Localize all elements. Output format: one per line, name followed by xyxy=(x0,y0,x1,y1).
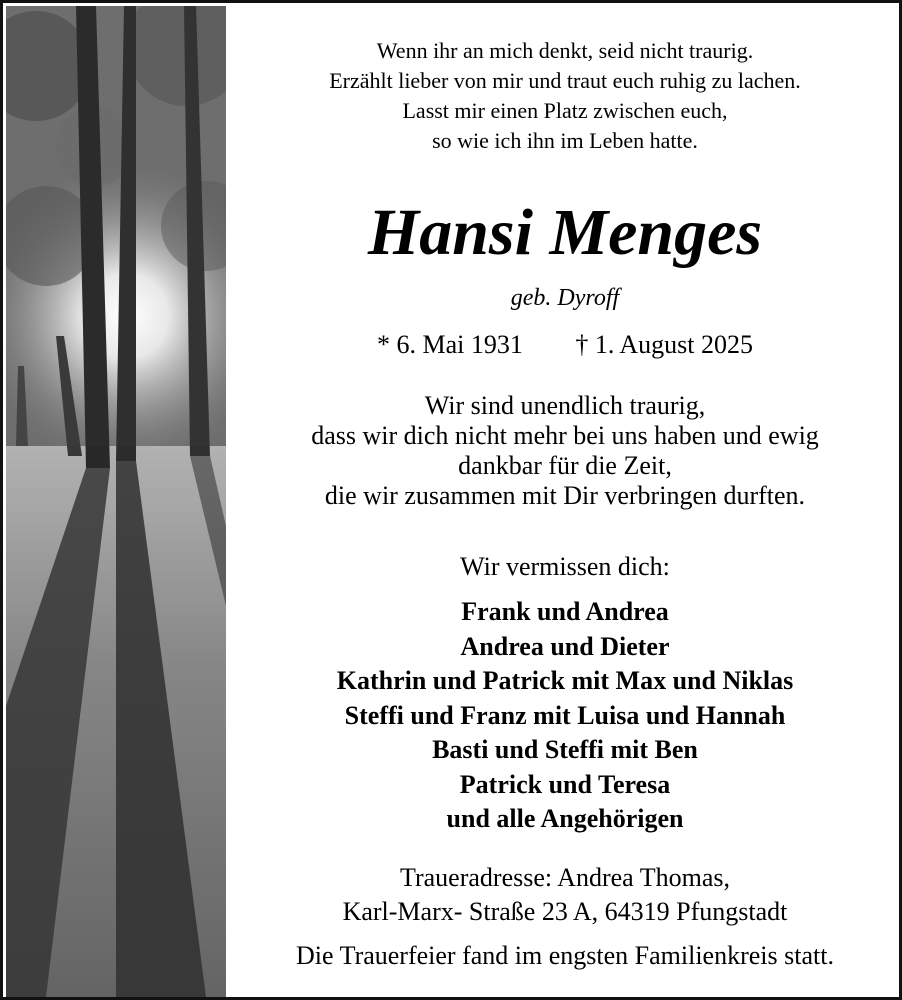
family-member: Andrea und Dieter xyxy=(460,631,670,661)
mourning-address xyxy=(228,861,902,929)
sorrow-line: dass wir dich nicht mehr bei uns haben und ewig xyxy=(311,421,819,450)
sorrow-text xyxy=(228,391,902,511)
family-member: Patrick und Teresa xyxy=(459,769,671,799)
memorial-verse xyxy=(228,36,902,156)
birth-date: * 6. Mai 1931 xyxy=(376,330,523,359)
family-member: Basti und Steffi mit Ben xyxy=(432,735,698,764)
death-date: † 1. August 2025 xyxy=(575,330,754,359)
forest-sunlight-photo xyxy=(6,6,226,997)
family-member: und alle Angehörigen xyxy=(446,804,684,833)
deceased-name: Hansi Menges xyxy=(367,196,763,269)
address-line: Traueradresse: Andrea Thomas, xyxy=(400,863,730,892)
notice-text-column xyxy=(228,3,902,1000)
funeral-note: Die Trauerfeier fand im engsten Familienkreis statt. xyxy=(296,941,834,970)
family-list xyxy=(228,595,902,837)
verse-line: Wenn ihr an mich denkt, seid nicht traurig. xyxy=(376,38,754,63)
family-member: Steffi und Franz mit Luisa und Hannah xyxy=(344,700,786,730)
verse-line: so wie ich ihn im Leben hatte. xyxy=(432,128,698,153)
maiden-name: geb. Dyroff xyxy=(510,285,620,311)
family-member: Kathrin und Patrick mit Max und Niklas xyxy=(336,666,794,695)
address-line: Karl-Marx- Straße 23 A, 64319 Pfungstadt xyxy=(342,897,788,926)
miss-heading: Wir vermissen dich: xyxy=(460,552,670,581)
family-member: Frank und Andrea xyxy=(461,597,669,626)
sorrow-line: Wir sind unendlich traurig, xyxy=(424,391,706,420)
verse-line: Erzählt lieber von mir und traut euch ruhig zu lachen. xyxy=(329,68,801,93)
sorrow-line: dankbar für die Zeit, xyxy=(458,451,672,480)
verse-line: Lasst mir einen Platz zwischen euch, xyxy=(402,98,728,123)
sorrow-line: die wir zusammen mit Dir verbringen durften. xyxy=(324,481,806,510)
tree-photo-icon xyxy=(6,6,226,997)
life-dates xyxy=(228,328,902,362)
